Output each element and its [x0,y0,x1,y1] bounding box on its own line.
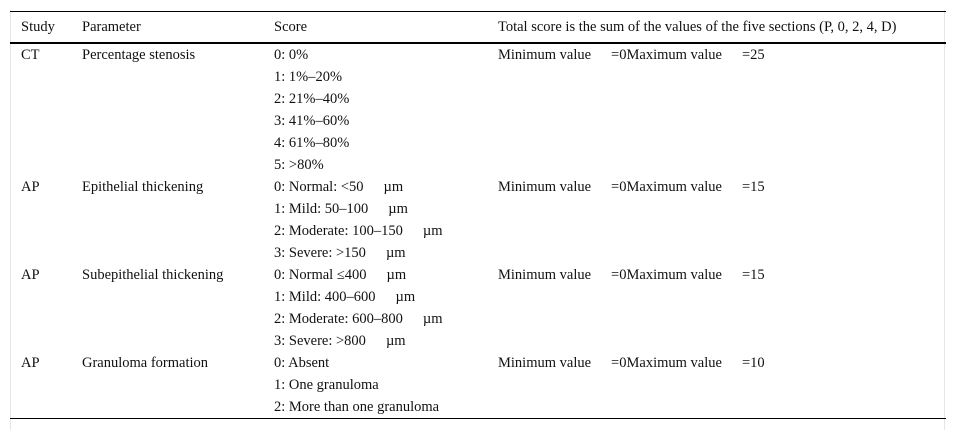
max-value: =15 [741,267,765,283]
parameter-cell: Epithelial thickening [82,179,204,195]
score-line: 5: >80% [274,157,324,173]
min-value: =0 [611,355,627,371]
max-value: =25 [741,47,765,63]
min-value: =0 [611,267,627,283]
table-row [10,352,946,419]
min-label: Minimum value [498,47,592,63]
header-parameter: Parameter [71,12,263,44]
score-cell [263,176,487,264]
score-line: 2: More than one granuloma [274,399,440,415]
max-label: Maximum value [626,47,722,63]
score-line: 1: One granuloma [274,377,379,393]
table-row [10,176,946,264]
score-unit: µm [422,311,443,327]
score-line: 0: 0% [274,47,309,63]
score-line: 4: 61%–80% [274,135,350,151]
study-cell: AP [21,179,40,195]
max-value: =15 [741,179,765,195]
min-value: =0 [611,47,627,63]
score-unit: µm [422,223,443,239]
score-unit: µm [386,267,407,283]
score-line: 0: Normal ≤400 [274,267,367,283]
score-line: 1: Mild: 400–600 [274,289,376,305]
max-value: =10 [741,355,765,371]
score-cell [263,352,487,419]
scoring-table [10,11,946,419]
score-line: 3: Severe: >800 [274,333,366,349]
score-line: 3: 41%–60% [274,113,350,129]
header-study: Study [10,12,71,44]
table-row [10,264,946,352]
min-label: Minimum value [498,267,592,283]
score-line: 2: 21%–40% [274,91,350,107]
total-cell [487,43,946,176]
score-line: 1: 1%–20% [274,69,343,85]
score-line: 2: Moderate: 100–150 [274,223,403,239]
header-total-score: Total score is the sum of the values of the five sections (P, 0, 2, 4, D) [487,12,946,44]
total-cell [487,264,946,352]
parameter-cell: Percentage stenosis [82,47,196,63]
study-cell: CT [21,47,40,63]
score-unit: µm [385,245,406,261]
min-label: Minimum value [498,179,592,195]
score-line: 3: Severe: >150 [274,245,366,261]
parameter-cell: Granuloma formation [82,355,209,371]
total-cell [487,352,946,419]
min-label: Minimum value [498,355,592,371]
header-score: Score [263,12,487,44]
min-value: =0 [611,179,627,195]
score-unit: µm [395,289,416,305]
score-line: 2: Moderate: 600–800 [274,311,403,327]
table-row [10,43,946,176]
max-label: Maximum value [626,355,722,371]
max-label: Maximum value [626,179,722,195]
score-line: 0: Absent [274,355,330,371]
score-cell [263,43,487,176]
score-cell [263,264,487,352]
table-header-row [10,12,946,44]
score-unit: µm [385,333,406,349]
score-line: 1: Mild: 50–100 [274,201,369,217]
study-cell: AP [21,355,40,371]
parameter-cell: Subepithelial thickening [82,267,224,283]
max-label: Maximum value [626,267,722,283]
study-cell: AP [21,267,40,283]
total-cell [487,176,946,264]
score-unit: µm [388,201,408,217]
score-line: 0: Normal: <50 [274,179,364,195]
score-unit: µm [383,179,404,195]
